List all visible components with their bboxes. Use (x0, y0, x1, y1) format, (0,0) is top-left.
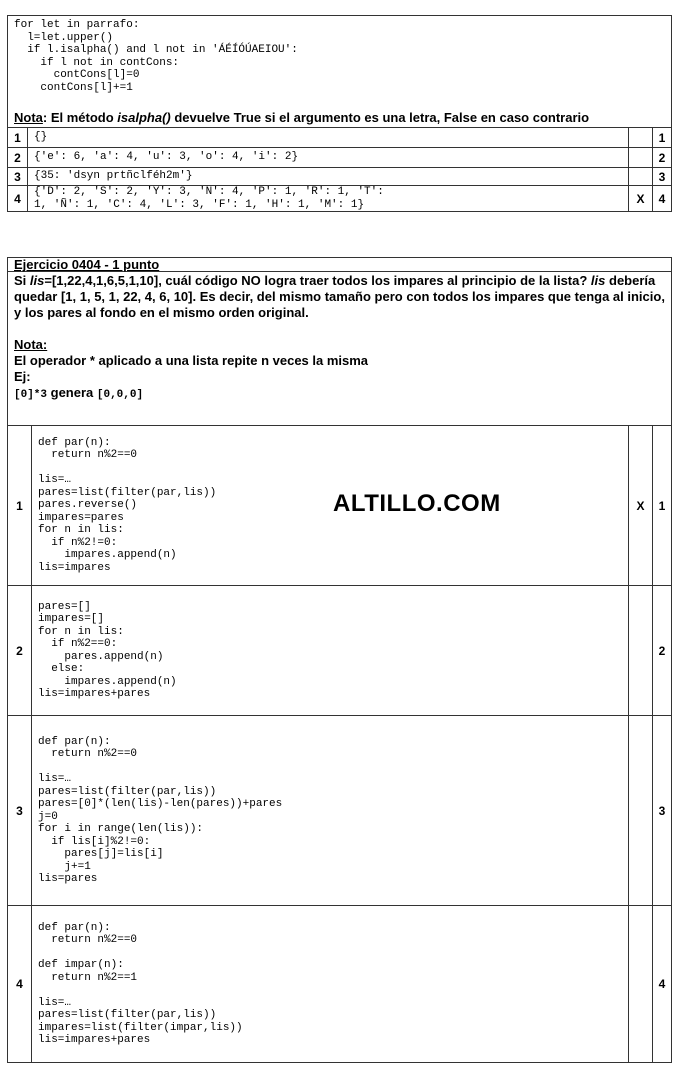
answer-mark-cell[interactable] (628, 716, 653, 905)
option-content (32, 586, 628, 715)
example-result: [0,0,0] (96, 389, 144, 401)
option-content (32, 716, 628, 905)
option-content-text: {'D': 2, 'S': 2, 'Y': 3, 'N': 4, 'P': 1, 'R': 1, 'T': 1, 'Ñ': 1, 'C': 4, 'L': 3, 'F': 1, 'H': 1, 'M': 1} (34, 186, 384, 211)
note-method: isalpha() (117, 110, 171, 125)
option-number (8, 168, 28, 185)
option-number (8, 716, 32, 905)
answer-mark-cell[interactable] (628, 186, 653, 211)
option-number-text: 1 (16, 498, 23, 513)
option-row[interactable] (8, 167, 671, 185)
answer-mark-cell-text: X (636, 191, 645, 206)
q-a: Si (14, 273, 30, 288)
option-number-right (653, 586, 671, 715)
question-text (14, 273, 665, 321)
note-pre: : El método (42, 110, 118, 125)
option-number (8, 128, 28, 147)
option-number-right-text: 2 (658, 643, 666, 658)
option-content-text: def par(n): return n%2==0 lis=… pares=list(filter(par,lis)) pares=[0]*(len(lis)-len(pares))+pares j=0 for i in range(len(lis)): if lis[i]%2!=0: pares[j]=lis[i] j+=1 lis=pares (38, 735, 283, 885)
option-content (32, 906, 628, 1062)
option-content (28, 148, 628, 167)
option-content (28, 186, 628, 211)
option-content-text: def par(n): return n%2==0 lis=… pares=list(filter(par,lis)) pares.reverse() impares=pares for n in lis: if n%2!=0: impares.append(n) lis=impares (38, 436, 217, 574)
option-number-right-text: 1 (658, 498, 666, 513)
option-number-right (653, 168, 671, 185)
option-number (8, 186, 28, 211)
option-number-text: 3 (14, 169, 21, 184)
option-number (8, 148, 28, 167)
option-row[interactable] (8, 185, 671, 211)
answer-mark-cell[interactable] (628, 168, 653, 185)
option-row[interactable] (8, 715, 671, 905)
question-2-table (7, 257, 672, 1063)
option-number-text: 2 (16, 643, 23, 658)
answer-mark-cell[interactable] (628, 906, 653, 1062)
option-content-text: def par(n): return n%2==0 def impar(n): return n%2==1 lis=… pares=list(filter(par,lis)) impares=list(filter(impar,lis)) lis=impares+pares (38, 921, 243, 1046)
option-number-right (653, 426, 671, 585)
q-c: debería quedar [1, 1, 5, 1, 22, 4, 6, 10]. Es decir, del mismo tamaño pero con todos los impares que tenga al inicio, y los pares al fondo en el mismo orden original. (14, 273, 665, 320)
q-lis: lis (29, 273, 45, 288)
option-number (8, 426, 32, 585)
option-number-right (653, 716, 671, 905)
note-text: El operador * aplicado a una lista repite n veces la misma (14, 353, 369, 368)
option-number-text: 4 (14, 191, 21, 206)
option-content-text: pares=[] impares=[] for n in lis: if n%2==0: pares.append(n) else: impares.append(n) lis=impares+pares (38, 600, 177, 700)
option-row[interactable] (8, 585, 671, 715)
option-number-right-text: 4 (658, 977, 666, 991)
option-content (28, 128, 628, 147)
option-number-right-text: 1 (658, 130, 666, 145)
option-content-text: {35: 'dsyn prtñclféh2m'} (34, 170, 193, 183)
q-lis2: lis (590, 273, 606, 288)
option-number-text: 1 (14, 130, 21, 145)
note-label: Nota (14, 110, 43, 125)
option-number-text: 3 (16, 803, 23, 818)
question-1-body (8, 16, 671, 127)
example-line (14, 385, 665, 402)
option-number-right (653, 148, 671, 167)
note-label: Nota: (14, 337, 48, 352)
watermark: ALTILLO.COM (333, 490, 501, 517)
option-number-right (653, 906, 671, 1062)
option-content-text: {'e': 6, 'a': 4, 'u': 3, 'o': 4, 'i': 2} (34, 151, 299, 164)
option-number-right (653, 186, 671, 211)
option-content (32, 426, 628, 585)
answer-mark-cell[interactable] (628, 586, 653, 715)
question-2-description (8, 272, 671, 425)
option-content (28, 168, 628, 185)
q-b: =[1,22,4,1,6,5,1,10], cuál código NO logra traer todos los impares al principio de la lista? (44, 273, 591, 288)
question-1-table (7, 15, 672, 212)
option-number (8, 906, 32, 1062)
option-number (8, 586, 32, 715)
option-content-text: {} (34, 131, 48, 144)
option-number-right-text: 4 (658, 191, 666, 206)
option-row[interactable] (8, 127, 671, 147)
question-1-code: for let in parrafo: l=let.upper() if l.isalpha() and l not in 'ÁÉÍÓÚAEIOU': if l not in contCons: contCons[l]=0 contCons[l]+=1 (14, 19, 298, 94)
option-number-right-text: 3 (658, 169, 666, 184)
note-post: devuelve True si el argumento es una letra, False en caso contrario (170, 110, 590, 125)
option-row[interactable] (8, 905, 671, 1062)
option-number-right-text: 2 (658, 150, 666, 165)
answer-mark-cell[interactable] (628, 128, 653, 147)
example-genera: genera (47, 385, 97, 400)
option-number-right-text: 3 (658, 803, 666, 818)
option-number-text: 2 (14, 150, 21, 165)
option-number-text: 4 (16, 977, 23, 991)
answer-mark-cell[interactable] (628, 148, 653, 167)
answer-mark-cell-text: X (636, 498, 645, 513)
option-row[interactable] (8, 147, 671, 167)
option-number-right (653, 128, 671, 147)
question-2-title: Ejercicio 0404 - 1 punto (14, 257, 160, 272)
answer-mark-cell[interactable] (628, 426, 653, 585)
question-1-note (14, 110, 665, 125)
example-code: [0]*3 (14, 389, 48, 401)
example-label: Ej: (14, 369, 31, 384)
